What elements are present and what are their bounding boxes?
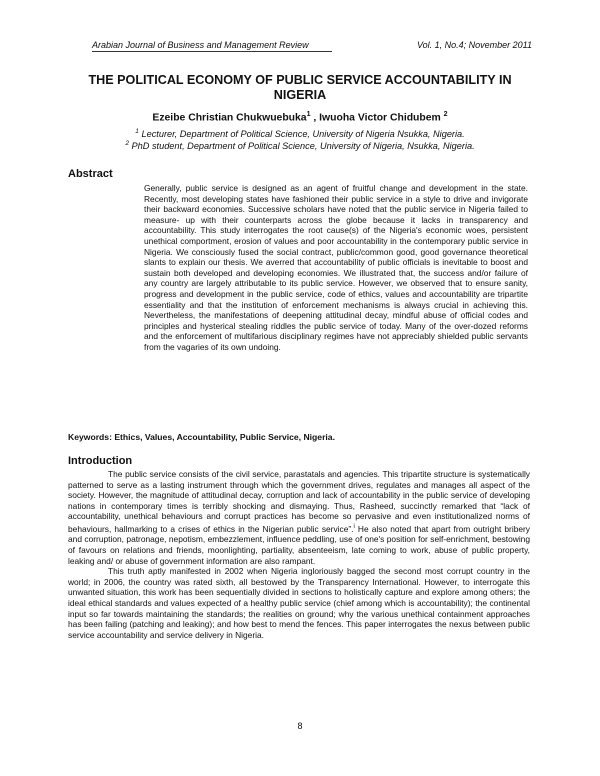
abstract-heading: Abstract xyxy=(68,168,113,180)
affiliation-text: Lecturer, Department of Political Science, University of Nigeria Nsukka, Nigeria. xyxy=(141,129,465,140)
affiliation-text: PhD student, Department of Political Science, University of Nigeria, Nsukka, Nigeria. xyxy=(131,141,475,152)
affiliation-mark: 1 xyxy=(135,128,139,135)
author-mark: 1 xyxy=(306,111,311,118)
author-mark: 2 xyxy=(443,111,448,118)
volume-info: Vol. 1, No.4; November 2011 xyxy=(416,40,532,50)
page-number: 8 xyxy=(297,721,303,731)
paper-title: THE POLITICAL ECONOMY OF PUBLIC SERVICE ACCOUNTABILITY IN NIGERIA xyxy=(88,73,512,102)
affiliation xyxy=(70,128,530,139)
author-name: Ezeibe Christian Chukwuebuka xyxy=(152,112,307,124)
paragraph-text: He also noted that apart from outright bribery and corruption, patronage, nepotism, embezzlement, influence peddling, use of one's position for self-enrichment, bestowing of favours on relations and friends, moonlighting, partiality, absenteeism, late coming to work, abuse of public property, leaking and/ or abuse of government information are also rampant. xyxy=(68,523,530,566)
affiliation xyxy=(70,140,530,151)
author-line xyxy=(70,111,530,123)
footnote-mark: i xyxy=(353,523,355,530)
paragraph xyxy=(68,469,530,566)
introduction-heading: Introduction xyxy=(68,455,133,467)
affiliation-mark: 2 xyxy=(125,140,129,147)
running-header xyxy=(92,40,532,54)
header-underline xyxy=(92,51,332,52)
keywords: Keywords: Ethics, Values, Accountability, Public Service, Nigeria. xyxy=(68,432,335,442)
author-name: Iwuoha Victor Chidubem xyxy=(319,112,441,124)
author-separator: , xyxy=(310,112,320,124)
paragraph: This truth aptly manifested in 2002 when Nigeria ingloriously bagged the second most corrupt country in the world; in 2006, the country was rated sixth, all bestowed by the Transparency International. However, to interrogate this unwanted situation, this work has been sequentially divided in sections to holistically capture and explore among others; the ideal ethical standards and values expected of a healthy public service (chief among which is accountability); the continental input so far towards maintaining the standards; the realities on ground; why the various unethical containment approaches has been failing (patching and leaking); and how best to mend the fences. This paper interrogates the nexus between public service accountability and service delivery in Nigeria. xyxy=(68,566,530,640)
paragraph-text: The public service consists of the civil service, parastatals and agencies. This tripartite structure is systematically patterned to serve as a lasting instrument through which the government drives, regulates and manages all aspect of the society. However, the magnitude of attitudinal decay, corruption and lack of accountability in the public service of developing nations in contemporary times is terribly shocking and dismaying. Thus, Rasheed, succinctly remarked that “lack of accountability, unethical behaviours and corrupt practices has become so pervasive and even institutionalized norms of behaviours, hallmarking to a crises of ethics in the Nigerian public service”. xyxy=(68,469,530,534)
introduction-body xyxy=(68,469,530,640)
journal-name: Arabian Journal of Business and Management Review xyxy=(92,40,309,50)
abstract-body: Generally, public service is designed as an agent of fruitful change and development in the state. Recently, most developing states have fashioned their public service in a style to drive and invigorate their backward economies. Successive scholars have noted that the public service in Nigeria failed to measure- up with their counterparts across the globe because it lacks in transparency and accountability. This study interrogates the root cause(s) of the Nigeria's economic woes, persistent unethical comportment, erosion of values and poor accountability in the contemporary public service in Nigeria. We consciously fused the social contract, public/common good, good governance theoretical slants to explain our thesis. We averred that accountability of public officials is inevitable to boost and sustain both developed and developing economies. We illustrated that, the success and/or failure of any country are largely attributable to its public service. However, we observed that to ensure sanity, progress and development in the public service, code of ethics, values and accountability are tripartite essentiality and that the institution of enforcement mechanisms is always crucial in achieving this. Nevertheless, the manifestations of deepening attitudinal decay, mindful abuse of official codes and principles and hysterical stealing riddles the public service of today. Many of the over-dozed reforms and the enforcement of multifarious disciplinary regimes have not appreciably shielded public servants from the vagaries of its own undoing. xyxy=(144,183,528,352)
